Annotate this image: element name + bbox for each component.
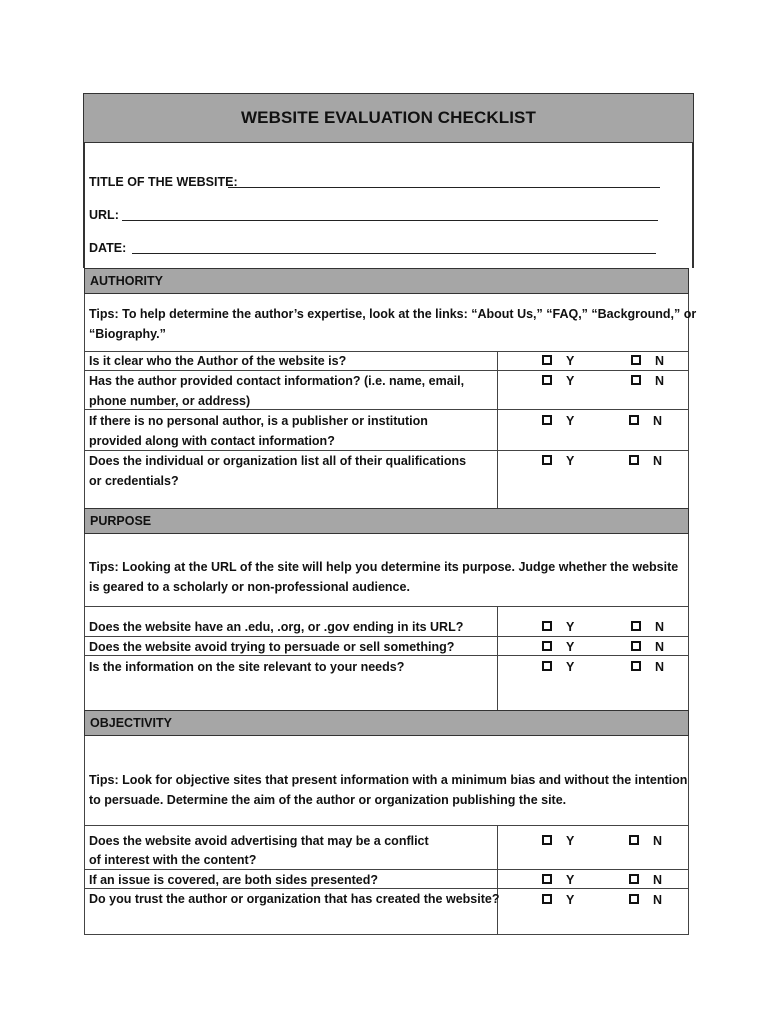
authority-question-1: Is it clear who the Author of the website is? xyxy=(89,354,347,368)
objectivity-question-1: Does the website avoid advertising that may be a conflict xyxy=(89,834,429,848)
checkbox-icon[interactable] xyxy=(629,874,639,884)
website-title-label: TITLE OF THE WEBSITE: xyxy=(89,175,238,189)
yes-option-label: Y xyxy=(566,660,575,674)
checkbox-icon[interactable] xyxy=(629,455,639,465)
purpose-tips-line2: is geared to a scholarly or non-professional audience. xyxy=(89,580,410,594)
checkbox-icon[interactable] xyxy=(631,641,641,651)
url-field[interactable] xyxy=(122,220,658,221)
date-field[interactable] xyxy=(132,253,656,254)
authority-question-2: Has the author provided contact information? (i.e. name, email, xyxy=(89,374,465,388)
objectivity-tips-line1: Tips: Look for objective sites that present information with a minimum bias and without the intention xyxy=(89,773,688,787)
authority-tips-line1: Tips: To help determine the author’s expertise, look at the links: “About Us,” “FAQ,” “Background,” or xyxy=(89,307,697,321)
purpose-left-border xyxy=(84,534,85,710)
authority-right-border xyxy=(688,294,689,508)
purpose-question-2: Does the website avoid trying to persuade or sell something? xyxy=(89,640,455,654)
checkbox-icon[interactable] xyxy=(542,355,552,365)
objectivity-heading: OBJECTIVITY xyxy=(90,716,172,730)
checkbox-icon[interactable] xyxy=(542,641,552,651)
no-option-label: N xyxy=(655,640,665,654)
authority-heading-bar xyxy=(84,268,689,294)
frame-left xyxy=(83,143,85,268)
authority-left-border xyxy=(84,294,85,508)
purpose-heading-bar xyxy=(84,508,689,534)
objectivity-bottom-border xyxy=(84,934,689,935)
checkbox-icon[interactable] xyxy=(629,894,639,904)
yes-option-label: Y xyxy=(566,834,575,848)
no-option-label: N xyxy=(653,414,663,428)
purpose-question-1: Does the website have an .edu, .org, or .gov ending in its URL? xyxy=(89,620,464,634)
objectivity-left-border xyxy=(84,736,85,935)
purpose-tips-line1: Tips: Looking at the URL of the site will help you determine its purpose. Judge whether the website xyxy=(89,560,679,574)
no-option-label: N xyxy=(655,660,665,674)
yes-option-label: Y xyxy=(566,873,575,887)
no-option-label: N xyxy=(655,374,665,388)
no-option-label: N xyxy=(653,454,663,468)
no-option-label: N xyxy=(653,834,663,848)
purpose-row-divider xyxy=(84,606,688,607)
objectivity-question-1-cont: of interest with the content? xyxy=(89,853,257,867)
authority-question-3: If there is no personal author, is a publisher or institution xyxy=(89,414,428,428)
purpose-right-border xyxy=(688,534,689,710)
checkbox-icon[interactable] xyxy=(542,415,552,425)
checkbox-icon[interactable] xyxy=(542,661,552,671)
checkbox-icon[interactable] xyxy=(631,621,641,631)
authority-question-3-cont: provided along with contact information? xyxy=(89,434,335,448)
yes-option-label: Y xyxy=(566,374,575,388)
checkbox-icon[interactable] xyxy=(629,835,639,845)
checkbox-icon[interactable] xyxy=(542,894,552,904)
objectivity-question-3: Do you trust the author or organization that has created the website? xyxy=(89,892,500,906)
page-title: WEBSITE EVALUATION CHECKLIST xyxy=(241,108,536,127)
checkbox-icon[interactable] xyxy=(542,375,552,385)
yes-option-label: Y xyxy=(566,454,575,468)
objectivity-row-divider xyxy=(84,825,688,826)
checkbox-icon[interactable] xyxy=(631,375,641,385)
objectivity-column-divider xyxy=(497,825,498,935)
purpose-heading: PURPOSE xyxy=(90,514,152,528)
authority-question-2-cont: phone number, or address) xyxy=(89,394,251,408)
checkbox-icon[interactable] xyxy=(542,621,552,631)
purpose-column-divider xyxy=(497,606,498,710)
objectivity-heading-bar xyxy=(84,710,689,736)
no-option-label: N xyxy=(653,873,663,887)
yes-option-label: Y xyxy=(566,620,575,634)
objectivity-tips-line2: to persuade. Determine the aim of the author or organization publishing the site. xyxy=(89,793,567,807)
checkbox-icon[interactable] xyxy=(631,661,641,671)
no-option-label: N xyxy=(655,354,665,368)
checkbox-icon[interactable] xyxy=(542,455,552,465)
url-label: URL: xyxy=(89,208,119,222)
title-banner xyxy=(83,93,694,143)
checkbox-icon[interactable] xyxy=(542,874,552,884)
authority-heading: AUTHORITY xyxy=(90,274,163,288)
frame-right xyxy=(692,143,694,268)
yes-option-label: Y xyxy=(566,414,575,428)
yes-option-label: Y xyxy=(566,354,575,368)
authority-question-4: Does the individual or organization list all of their qualifications xyxy=(89,454,467,468)
website-title-field[interactable] xyxy=(228,187,660,188)
objectivity-question-2: If an issue is covered, are both sides presented? xyxy=(89,873,378,887)
authority-tips-line2: “Biography.” xyxy=(89,327,166,341)
checkbox-icon[interactable] xyxy=(542,835,552,845)
no-option-label: N xyxy=(655,620,665,634)
no-option-label: N xyxy=(653,893,663,907)
checkbox-icon[interactable] xyxy=(631,355,641,365)
objectivity-right-border xyxy=(688,736,689,935)
yes-option-label: Y xyxy=(566,893,575,907)
authority-column-divider xyxy=(497,351,498,511)
checkbox-icon[interactable] xyxy=(629,415,639,425)
purpose-question-3: Is the information on the site relevant to your needs? xyxy=(89,660,405,674)
date-label: DATE: xyxy=(89,241,127,255)
authority-question-4-cont: or credentials? xyxy=(89,474,179,488)
yes-option-label: Y xyxy=(566,640,575,654)
